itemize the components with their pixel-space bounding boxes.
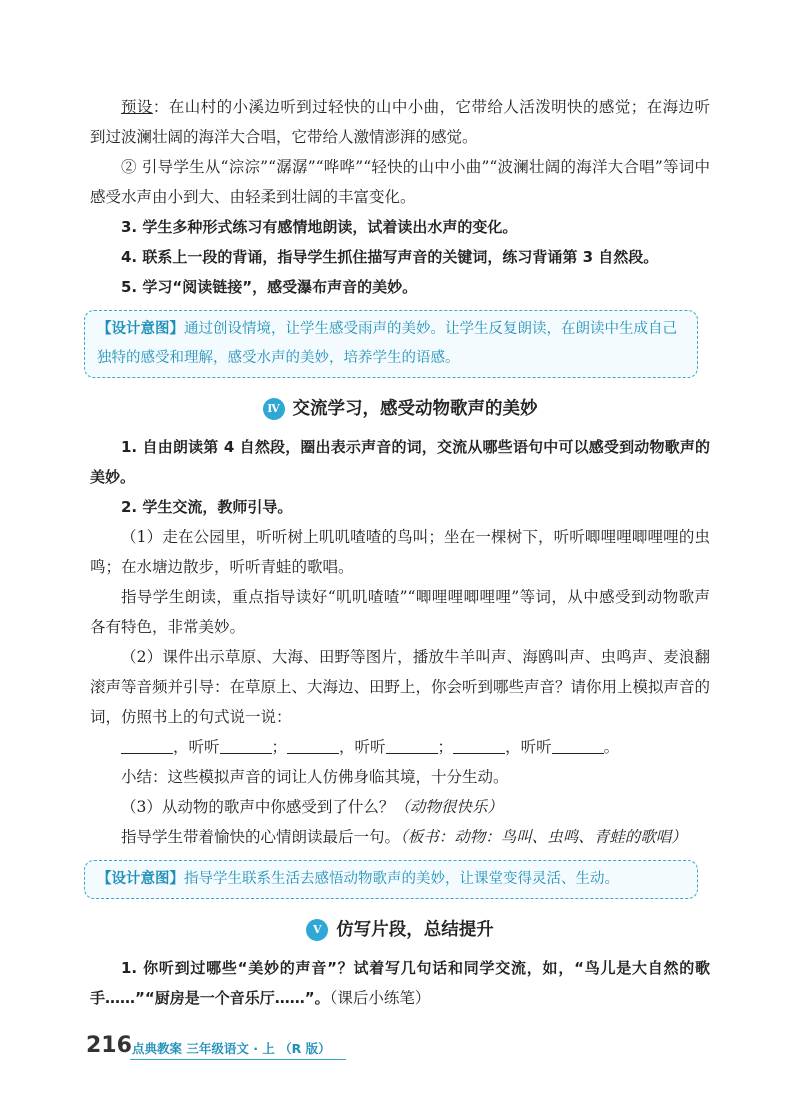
page-footer: [86, 1033, 706, 1063]
preset-label: 预设: [121, 98, 153, 116]
s4-step-2: 2. 学生交流，教师引导。: [121, 498, 293, 516]
s5-step-1: [90, 953, 710, 1013]
s5-note: （课后小练笔）: [329, 989, 431, 1007]
content: [90, 92, 710, 1013]
blank[interactable]: [552, 735, 604, 754]
step-3: 3. 学生多种形式练习有感情地朗读，试着读出水声的变化。: [121, 218, 518, 236]
s4-item-2: （2）课件出示草原、大海、田野等图片，播放牛羊叫声、海鸥叫声、虫鸣声、麦浪翻滚声等音频并引导：在草原上、大海边、田野上，你会听到哪些声音？请你用上模拟声音的词，仿照书上的句式说一说：: [90, 648, 711, 726]
book-title: 点典教案 三年级语文 · 上 （R 版）: [132, 1041, 331, 1056]
design-intent-text: 指导学生联系生活去感悟动物歌声的美妙，让课堂变得灵活、生动。: [184, 871, 619, 887]
fill-sep: ；: [271, 738, 288, 756]
page-number: 216: [86, 1033, 132, 1058]
guide-paragraph-2: ② 引导学生从“淙淙”“潺潺”“哗哗”“轻快的山中小曲”“波澜壮阔的海洋大合唱”等词中感受水声由小到大、由轻柔到壮阔的丰富变化。: [90, 158, 710, 206]
blank[interactable]: [220, 735, 272, 754]
footer-divider: [130, 1059, 346, 1060]
design-intent-tag: 【设计意图】: [97, 871, 184, 887]
s4-step-1: 1. 自由朗读第 4 自然段，圈出表示声音的词，交流从哪些语句中可以感受到动物歌声的美妙。: [90, 438, 710, 486]
blank[interactable]: [287, 735, 339, 754]
fill-sep: ；: [437, 738, 454, 756]
blank[interactable]: [453, 735, 505, 754]
s4-item-3: [90, 792, 710, 822]
design-intent-text: 通过创设情境，让学生感受雨声的美妙。让学生反复朗读，在朗读中生成自己独特的感受和理解，感受水声的美妙，培养学生的语感。: [97, 321, 677, 366]
blank[interactable]: [121, 735, 173, 754]
fill-end: 。: [603, 738, 620, 756]
fill-listen: ，听听: [505, 738, 552, 756]
item-3-answer: （动物很快乐）: [394, 798, 503, 816]
board-lead: 指导学生带着愉快的心情朗读最后一句。: [121, 828, 401, 846]
design-intent-note-1: [84, 310, 698, 378]
s5-question: 1. 你听到过哪些“美妙的声音”？试着写几句话和同学交流，如，“鸟儿是大自然的歌手……”“厨房是一个音乐厅……”。: [90, 959, 710, 1007]
preset-text: ：在山村的小溪边听到过轻快的山中小曲，它带给人活泼明快的感觉；在海边听到过波澜壮阔的海洋大合唱，它带给人激情澎湃的感觉。: [90, 98, 710, 146]
section-title: 仿写片段，总结提升: [336, 920, 494, 940]
design-intent-tag: 【设计意图】: [97, 321, 184, 337]
design-intent-note-2: [84, 860, 698, 899]
section-heading-5: [90, 915, 710, 945]
s4-guide: 指导学生朗读，重点指导读好“叽叽喳喳”“唧哩哩唧哩哩”等词，从中感受到动物歌声各有特色，非常美妙。: [90, 588, 710, 636]
s4-summary: 小结：这些模拟声音的词让人仿佛身临其境，十分生动。: [121, 768, 509, 786]
s4-item-1: （1）走在公园里，听听树上叽叽喳喳的鸟叫；坐在一棵树下，听听唧哩哩唧哩哩的虫鸣；在水塘边散步，听听青蛙的歌唱。: [90, 528, 710, 576]
step-4: 4. 联系上一段的背诵，指导学生抓住描写声音的关键词，练习背诵第 3 自然段。: [121, 248, 659, 266]
fill-in-line: [90, 732, 710, 762]
fill-listen: ，听听: [173, 738, 220, 756]
s4-board: [90, 822, 710, 852]
section-heading-4: [90, 394, 710, 424]
fill-listen: ，听听: [339, 738, 386, 756]
section-numeral-badge: Ⅳ: [263, 398, 285, 420]
section-numeral-badge: Ⅴ: [306, 919, 328, 941]
step-5: 5. 学习“阅读链接”，感受瀑布声音的美妙。: [121, 278, 418, 296]
board-notes: （板书：动物：鸟叫、虫鸣、青蛙的歌唱）: [400, 828, 687, 846]
item-3-question: （3）从动物的歌声中你感受到了什么？: [121, 798, 395, 816]
section-title: 交流学习，感受动物歌声的美妙: [292, 399, 538, 419]
preset-paragraph: [90, 92, 710, 152]
blank[interactable]: [386, 735, 438, 754]
